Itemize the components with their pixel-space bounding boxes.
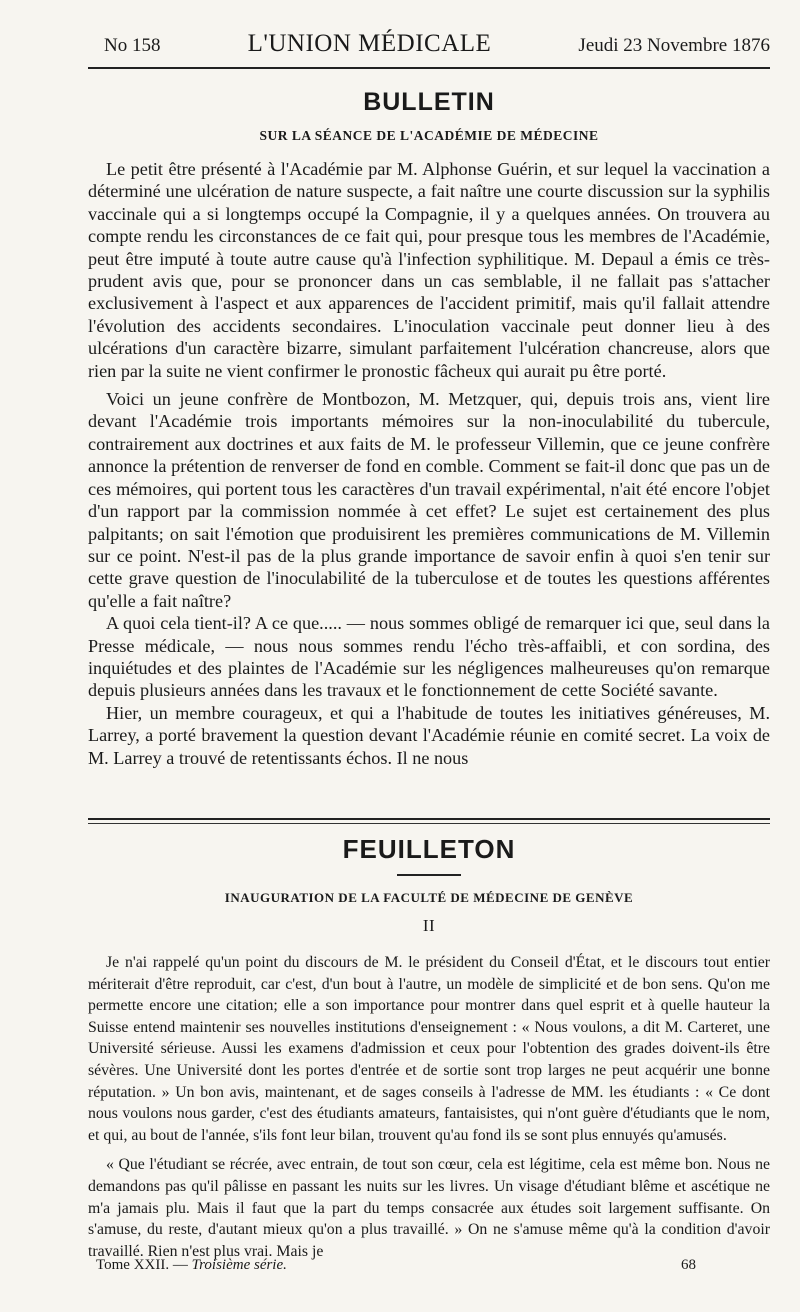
feuilleton-subtitle: INAUGURATION DE LA FACULTÉ DE MÉDECINE DE GENÈVE	[224, 890, 634, 905]
bulletin-title: BULLETIN	[363, 88, 495, 116]
page-number: 68	[681, 1257, 696, 1273]
feuilleton-paragraph: Je n'ai rappelé qu'un point du discours de M. le président du Conseil d'État, et le discours tout entier mériterait d'être reproduit, car c'est, d'un bout à l'autre, un modèle de simplicité et de bon sens. Qu'on me permette encore une citation; elle a son importance pour montrer dans quel esprit et à quelle hauteur la Suisse entend maintenir ses nouvelles institutions d'enseignement : « Nous voulons, a dit M. Carteret, une Université sérieuse. Aussi les examens d'admission et ceux pour l'obtention des grades doivent-ils être sévères. Une Université dont les portes d'entrée et de sortie sont trop larges ne peut acquérir une bonne réputation. » Un bon avis, maintenant, et de sages conseils à l'adresse de MM. les étudiants : « Ce dont nous voulons nous garder, c'est des étudiants amateurs, fantaisistes, qui n'ont guère d'étudiants que le nom, et qui, au bout de l'année, s'ils font leur bilan, trouvent qu'au fond ils se sont plus ennuyés qu'amusés.	[88, 954, 770, 1144]
feuilleton-title-rule	[397, 874, 461, 876]
newspaper-page	[88, 0, 770, 1312]
feuilleton-separator	[88, 818, 770, 820]
series-label: Troisième série.	[191, 1257, 287, 1273]
bulletin-article	[88, 158, 770, 769]
feuilleton-article	[88, 952, 770, 1262]
footer-volume	[88, 1257, 287, 1274]
page-header	[88, 30, 770, 62]
section-number: II	[422, 916, 436, 935]
feuilleton-separator-thin	[88, 823, 770, 824]
journal-title: L'UNION MÉDICALE	[247, 30, 492, 57]
header-rule	[88, 67, 770, 69]
tome-label: Tome XXII.	[96, 1257, 170, 1273]
footer-dash: —	[169, 1257, 192, 1273]
bulletin-paragraph: Hier, un membre courageux, et qui a l'habitude de toutes les initiatives généreuses, M. Larrey, a porté bravement la question devant l'Académie réunie en comité secret. La voix de M. Larrey a trouvé de retentissants échos. Il ne nous	[88, 702, 770, 768]
bulletin-subtitle: SUR LA SÉANCE DE L'ACADÉMIE DE MÉDECINE	[259, 128, 599, 143]
page-footer	[88, 1257, 770, 1274]
bulletin-paragraph: Le petit être présenté à l'Académie par M. Alphonse Guérin, et sur lequel la vaccination a déterminé une ulcération de nature suspecte, a fait naître une courte discussion sur la syphilis vaccinale qui a si longtemps occupé la Compagnie, il y a quelques années. On trouvera au compte rendu les circonstances de ce fait qui, pour presque tous les membres de l'Académie, peut être imputé à toute autre cause qu'à l'infection syphilitique. M. Depaul a émis ce très-prudent avis que, pour se prononcer dans un cas semblable, il ne fallait pas s'attacher exclusivement à l'aspect et aux apparences de l'accident primitif, mais qu'il fallait attendre l'évolution des accidents secondaires. L'inoculation vaccinale peut donner lieu à des ulcérations d'un caractère bizarre, simulant parfaitement l'ulcération chancreuse, alors que rien par la suite ne vient confirmer le pronostic fâcheux qui aurait pu être porté.	[88, 159, 770, 381]
feuilleton-paragraph: « Que l'étudiant se récrée, avec entrain, de tout son cœur, cela est légitime, cela est même bon. Nous ne demandons pas qu'il pâlisse en passant les nuits sur les livres. Un visage d'étudiant blême et ascétique ne m'a jamais plu. Mais il faut que la part du temps consacrée aux études soit largement suffisante. On s'amuse, du reste, d'autant mieux qu'on a plus travaillé. » On ne s'amuse même qu'à la condition d'avoir travaillé. Rien n'est plus vrai. Mais je	[88, 1156, 770, 1260]
issue-number: No 158	[104, 35, 161, 56]
issue-date: Jeudi 23 Novembre 1876	[578, 35, 770, 56]
bulletin-paragraph: A quoi cela tient-il? A ce que..... — nous sommes obligé de remarquer ici que, seul dans la Presse médicale, — nous nous sommes rendu l'écho très-affaibli, et con sordina, des inquiétudes et des plaintes de l'Académie sur les négligences malheureuses qu'on remarque depuis plusieurs années dans les travaux et le fonctionnement de cette Société savante.	[88, 613, 770, 701]
feuilleton-title: FEUILLETON	[342, 834, 516, 864]
bulletin-paragraph: Voici un jeune confrère de Montbozon, M. Metzquer, qui, depuis trois ans, vient lire devant l'Académie trois importants mémoires sur la non-inoculabilité du tubercule, contrairement aux doctrines et aux faits de M. le professeur Villemin, que ce jeune confrère annonce la prétention de renverser de fond en comble. Comment se fait-il donc que pas un de ces mémoires, qui portent tous les caractères d'un travail expérimental, n'ait été encore l'objet d'un rapport par la commission nommée à cet effet? Le sujet est certainement des plus palpitants; on sait l'émotion que produisirent les premières communications de M. Villemin sur ce point. N'est-il pas de la plus grande importance de savoir enfin à quoi s'en tenir sur cette grave question de l'inoculabilité de la tuberculose et de toutes les questions afférentes qu'elle a fait naître?	[88, 389, 770, 611]
